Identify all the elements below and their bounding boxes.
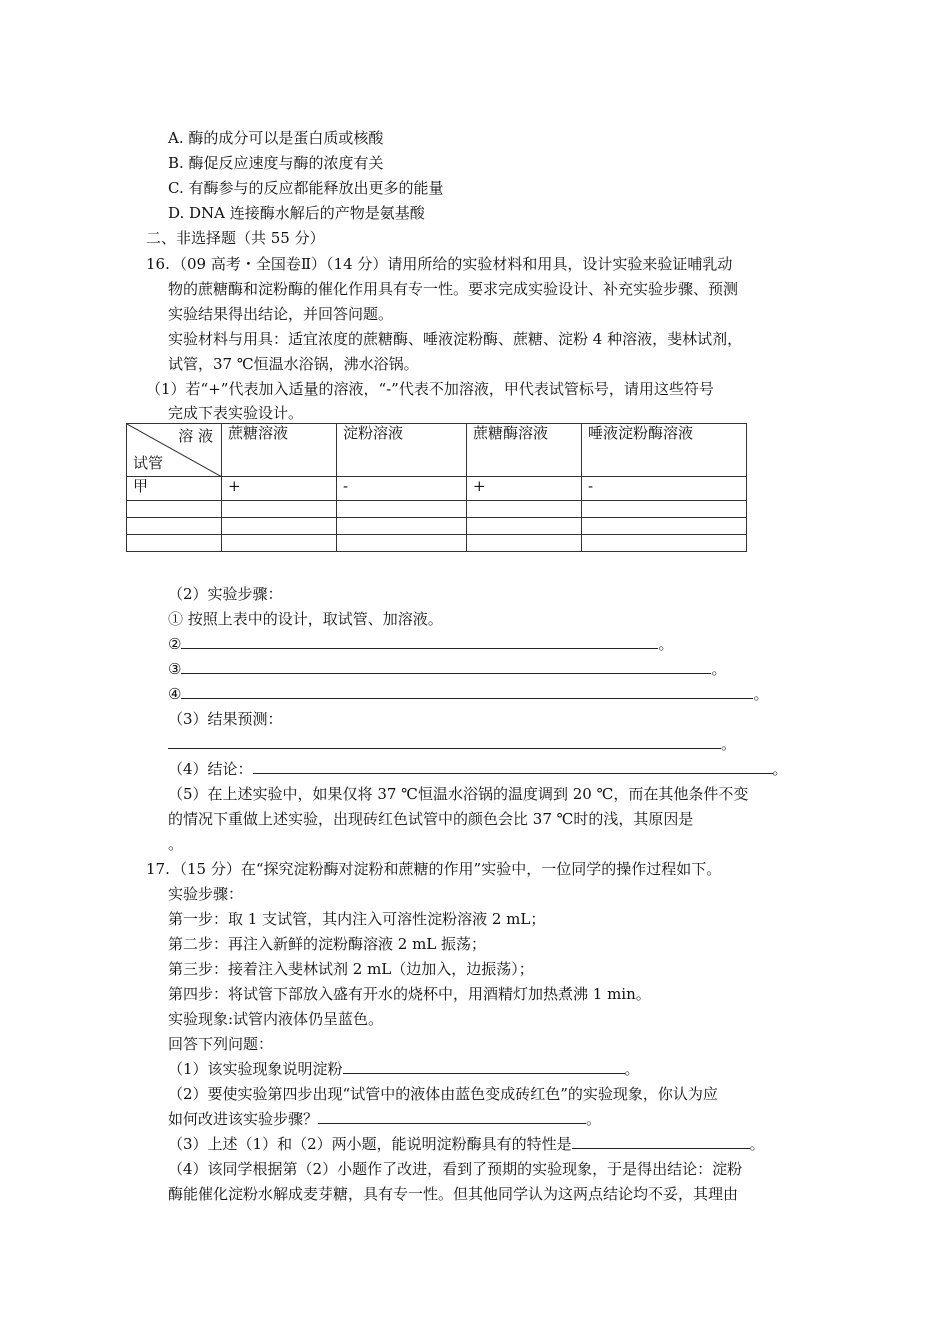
- table-cell: [467, 518, 582, 535]
- table-header-cell: 唾液淀粉酶溶液: [582, 424, 747, 477]
- q16-stem-line: （09 高考・全国卷Ⅱ）（14 分）请用所给的实验材料和用具，设计实验来验证哺乳动: [172, 255, 733, 273]
- table-cell: -: [337, 477, 467, 501]
- table-cell: [337, 501, 467, 518]
- period: 。: [711, 660, 727, 678]
- q16-step1: ① 按照上表中的设计，取试管、加溶液。: [168, 610, 443, 628]
- corner-label-solution: 溶 液: [178, 427, 213, 445]
- table-cell: [337, 535, 467, 552]
- q16-materials: 试管，37 ℃恒温水浴锅，沸水浴锅。: [168, 355, 419, 373]
- q17-q1: [168, 1059, 640, 1079]
- table-row: [127, 477, 747, 501]
- answer-blank[interactable]: [181, 684, 753, 699]
- table-cell: [467, 501, 582, 518]
- period: 。: [658, 635, 674, 653]
- answer-blank[interactable]: [318, 1109, 586, 1124]
- q17-q3-text: （3）上述（1）和（2）两小题，能说明淀粉酶具有的特性是: [168, 1135, 572, 1153]
- table-header-cell: 蔗糖溶液: [222, 424, 337, 477]
- q17-q3: [168, 1134, 765, 1154]
- table-cell: [582, 535, 747, 552]
- table-header-cell: 淀粉溶液: [337, 424, 467, 477]
- conclusion-label: （4）结论：: [168, 760, 253, 778]
- table-header-cell: 蔗糖酶溶液: [467, 424, 582, 477]
- table-cell: [582, 518, 747, 535]
- option-d: D. DNA 连接酶水解后的产物是氨基酸: [168, 204, 425, 222]
- q17-phenomenon: 实验现象:试管内液体仍呈蓝色。: [168, 1010, 384, 1028]
- q17-step: 第一步：取 1 支试管，其内注入可溶性淀粉溶液 2 mL；: [168, 910, 546, 928]
- q16-step3: [168, 659, 726, 679]
- q16-number: 16.: [146, 255, 170, 273]
- q16-part3-title: （3）结果预测：: [168, 710, 283, 728]
- period: 。: [753, 685, 769, 703]
- q16-part2-title: （2）实验步骤：: [168, 585, 283, 603]
- q16-part5: 。: [168, 835, 184, 853]
- step-marker: ③: [168, 660, 182, 678]
- period: 。: [749, 1135, 765, 1153]
- option-c: C. 有酶参与的反应都能释放出更多的能量: [168, 179, 444, 197]
- answer-blank[interactable]: [572, 1134, 750, 1149]
- table-cell: [127, 535, 222, 552]
- answer-blank[interactable]: [181, 634, 658, 649]
- q17-q2-line2: [168, 1109, 601, 1129]
- period: 。: [772, 760, 788, 778]
- table-cell: [127, 518, 222, 535]
- table-corner-cell: [127, 424, 222, 477]
- table-row: [127, 518, 747, 535]
- q16-step4: [168, 684, 768, 704]
- step-marker: ②: [168, 635, 182, 653]
- answer-blank[interactable]: [168, 734, 721, 749]
- q16-stem-line: 实验结果得出结论，并回答问题。: [168, 305, 394, 323]
- table-cell: [222, 518, 337, 535]
- table-cell: [467, 535, 582, 552]
- q17-step: 第三步：接着注入斐林试剂 2 mL（边加入，边振荡）；: [168, 960, 534, 978]
- period: 。: [624, 1060, 640, 1078]
- q17-q4: 酶能催化淀粉水解成麦芽糖，具有专一性。但其他同学认为这两点结论均不妥，其理由: [168, 1185, 739, 1203]
- table-cell: [337, 518, 467, 535]
- table-cell: +: [222, 477, 337, 501]
- table-cell: -: [582, 477, 747, 501]
- answer-blank[interactable]: [343, 1059, 625, 1074]
- q16-stem-line: 物的蔗糖酶和淀粉酶的催化作用具有专一性。要求完成实验设计、补充实验步骤、预测: [168, 280, 739, 298]
- corner-label-tube: 试管: [133, 454, 164, 472]
- table-cell: +: [467, 477, 582, 501]
- q17-q1-text: （1）该实验现象说明淀粉: [168, 1060, 343, 1078]
- q16-part1: 完成下表实验设计。: [168, 404, 304, 422]
- q17-step: 第四步：将试管下部放入盛有开水的烧杯中，用酒精灯加热煮沸 1 min。: [168, 985, 651, 1003]
- answer-blank[interactable]: [253, 759, 773, 774]
- experiment-design-table: [126, 423, 747, 552]
- table-cell: [222, 501, 337, 518]
- q17-intro: （15 分）在“探究淀粉酶对淀粉和蔗糖的作用”实验中，一位同学的操作过程如下。: [172, 860, 722, 878]
- q17-number: 17.: [146, 860, 170, 878]
- q17-step: 第二步：再注入新鲜的淀粉酶溶液 2 mL 振荡；: [168, 935, 487, 953]
- q16-part5: （5）在上述实验中，如果仅将 37 ℃恒温水浴锅的温度调到 20 ℃，而在其他条件不变: [168, 785, 749, 803]
- q16-part5: 的情况下重做上述实验，出现砖红色试管中的颜色会比 37 ℃时的浅，其原因是: [168, 810, 694, 828]
- table-cell: [582, 501, 747, 518]
- q16-part3-answer: [168, 734, 736, 754]
- q17-q2: （2）要使实验第四步出现“试管中的液体由蓝色变成砖红色”的实验现象，你认为应: [168, 1085, 718, 1103]
- table-cell: 甲: [127, 477, 222, 501]
- q16-materials: 实验材料与用具：适宜浓度的蔗糖酶、唾液淀粉酶、蔗糖、淀粉 4 种溶液，斐林试剂，: [168, 330, 743, 348]
- q16-part1: （1）若“+”代表加入适量的溶液，“-”代表不加溶液，甲代表试管标号，请用这些符号: [146, 380, 714, 398]
- table-row: [127, 501, 747, 518]
- q17-q4: （4）该同学根据第（2）小题作了改进，看到了预期的实验现象，于是得出结论：淀粉: [168, 1160, 743, 1178]
- q17-q2-text: 如何改进该实验步骤？: [168, 1110, 319, 1128]
- table-row: [127, 535, 747, 552]
- step-marker: ④: [168, 685, 182, 703]
- section-title: 二、非选择题（共 55 分）: [146, 229, 325, 247]
- q17-answer-title: 回答下列问题：: [168, 1035, 274, 1053]
- table-cell: [222, 535, 337, 552]
- q16-step2: [168, 634, 673, 654]
- period: 。: [721, 735, 737, 753]
- q16-part4: [168, 759, 788, 779]
- option-a: A. 酶的成分可以是蛋白质或核酸: [168, 129, 384, 147]
- table-header-row: [127, 424, 747, 477]
- table-cell: [127, 501, 222, 518]
- period: 。: [586, 1110, 602, 1128]
- q17-steps-title: 实验步骤：: [168, 885, 244, 903]
- option-b: B. 酶促反应速度与酶的浓度有关: [168, 154, 384, 172]
- answer-blank[interactable]: [181, 659, 711, 674]
